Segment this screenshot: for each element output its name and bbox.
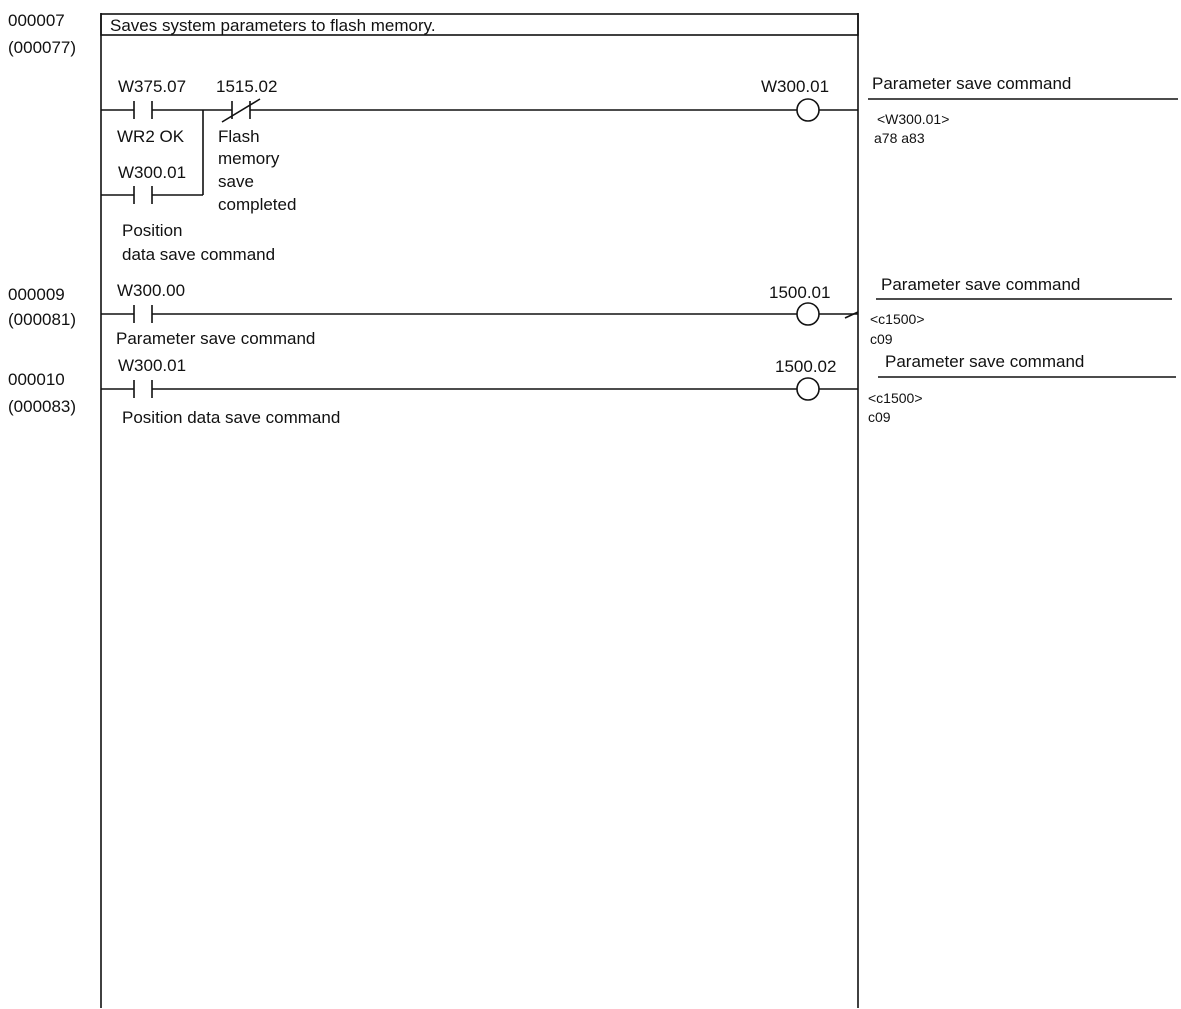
contact-comment: completed: [218, 195, 297, 214]
output-coil: [797, 303, 819, 325]
contact-operand: W300.01: [118, 356, 187, 375]
contact-comment: Parameter save command: [116, 329, 316, 348]
coil-comment: Parameter save command: [872, 74, 1072, 93]
rung-step-number: 000009: [8, 285, 65, 304]
coil-operand: 1500.02: [775, 357, 837, 376]
contact-no: [134, 186, 152, 204]
coil-operand: W300.01: [761, 77, 830, 96]
rung-comment: Saves system parameters to flash memory.: [110, 16, 436, 35]
contact-no: [134, 380, 152, 398]
contact-no: [134, 101, 152, 119]
contact-operand: 1515.02: [216, 77, 278, 96]
rung-address: (000083): [8, 397, 77, 416]
contact-comment: WR2 OK: [117, 127, 185, 146]
contact-operand: W375.07: [118, 77, 187, 96]
contact-operand: W300.01: [118, 163, 187, 182]
coil-xref-refs: c09: [868, 409, 891, 425]
contact-comment: save: [218, 172, 254, 191]
contact-comment: Position data save command: [122, 408, 341, 427]
coil-comment: Parameter save command: [885, 352, 1085, 371]
output-coil: [797, 378, 819, 400]
rung-step-number: 000010: [8, 370, 65, 389]
rung-step-number: 000007: [8, 11, 65, 30]
coil-xref-tick: [845, 312, 858, 318]
contact-comment: Flash: [218, 127, 260, 146]
coil-xref-address: <W300.01>: [877, 111, 950, 127]
coil-xref-refs: a78 a83: [874, 130, 925, 146]
contact-comment: data save command: [122, 245, 276, 264]
coil-comment: Parameter save command: [881, 275, 1081, 294]
contact-operand: W300.00: [117, 281, 186, 300]
contact-no: [134, 305, 152, 323]
contact-comment: memory: [218, 149, 280, 168]
coil-xref-address: <c1500>: [868, 390, 923, 406]
rung-address: (000077): [8, 38, 77, 57]
coil-xref-address: <c1500>: [870, 311, 925, 327]
coil-operand: 1500.01: [769, 283, 831, 302]
contact-comment: Position: [122, 221, 183, 240]
coil-xref-refs: c09: [870, 331, 893, 347]
rung-address: (000081): [8, 310, 77, 329]
output-coil: [797, 99, 819, 121]
